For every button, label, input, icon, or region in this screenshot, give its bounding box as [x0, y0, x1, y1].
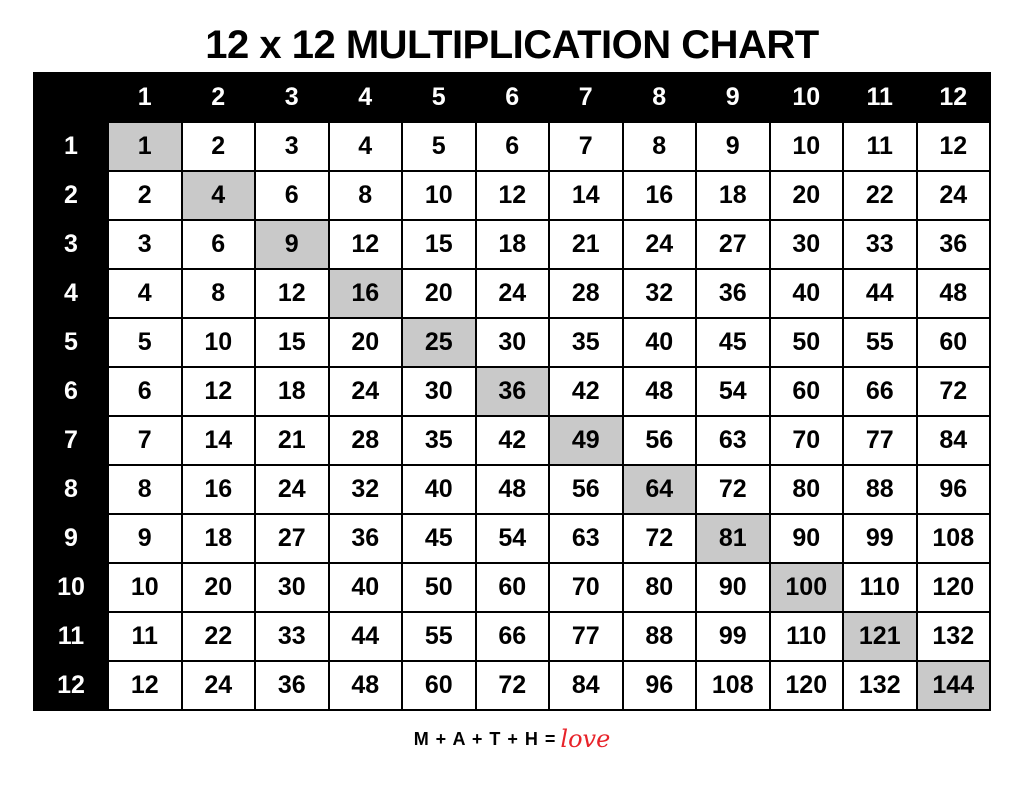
product-cell: 12 — [182, 367, 256, 416]
product-cell-highlighted: 81 — [696, 514, 770, 563]
table-row — [34, 465, 990, 514]
column-header-2: 2 — [182, 73, 256, 122]
product-cell: 36 — [255, 661, 329, 710]
product-cell: 10 — [402, 171, 476, 220]
product-cell: 24 — [476, 269, 550, 318]
product-cell: 40 — [329, 563, 403, 612]
row-header-1: 1 — [34, 122, 108, 171]
product-cell: 50 — [770, 318, 844, 367]
product-cell: 18 — [476, 220, 550, 269]
product-cell: 10 — [108, 563, 182, 612]
product-cell: 42 — [476, 416, 550, 465]
product-cell: 30 — [255, 563, 329, 612]
product-cell: 12 — [476, 171, 550, 220]
product-cell-highlighted: 16 — [329, 269, 403, 318]
product-cell: 90 — [770, 514, 844, 563]
product-cell: 44 — [843, 269, 917, 318]
product-cell: 108 — [696, 661, 770, 710]
product-cell: 24 — [255, 465, 329, 514]
product-cell: 84 — [917, 416, 991, 465]
page-title: 12 x 12 MULTIPLICATION CHART — [205, 23, 819, 67]
product-cell: 80 — [623, 563, 697, 612]
product-cell: 10 — [770, 122, 844, 171]
product-cell: 66 — [476, 612, 550, 661]
product-cell: 108 — [917, 514, 991, 563]
table-row — [34, 514, 990, 563]
product-cell: 120 — [770, 661, 844, 710]
product-cell: 15 — [402, 220, 476, 269]
footer-love-word: love — [560, 725, 611, 753]
product-cell: 132 — [917, 612, 991, 661]
product-cell-highlighted: 100 — [770, 563, 844, 612]
product-cell: 22 — [843, 171, 917, 220]
product-cell: 27 — [255, 514, 329, 563]
product-cell: 60 — [917, 318, 991, 367]
product-cell: 6 — [182, 220, 256, 269]
product-cell: 45 — [696, 318, 770, 367]
table-row — [34, 416, 990, 465]
footer-equation — [0, 725, 1024, 753]
product-cell: 48 — [329, 661, 403, 710]
product-cell: 12 — [108, 661, 182, 710]
product-cell: 20 — [329, 318, 403, 367]
product-cell: 45 — [402, 514, 476, 563]
product-cell: 12 — [329, 220, 403, 269]
product-cell-highlighted: 25 — [402, 318, 476, 367]
product-cell: 40 — [623, 318, 697, 367]
row-header-6: 6 — [34, 367, 108, 416]
product-cell: 56 — [623, 416, 697, 465]
product-cell: 6 — [476, 122, 550, 171]
table-row — [34, 122, 990, 171]
product-cell: 12 — [917, 122, 991, 171]
product-cell: 55 — [402, 612, 476, 661]
product-cell: 70 — [770, 416, 844, 465]
product-cell: 63 — [549, 514, 623, 563]
product-cell: 99 — [696, 612, 770, 661]
table-header — [34, 73, 990, 122]
product-cell: 50 — [402, 563, 476, 612]
product-cell: 10 — [182, 318, 256, 367]
product-cell: 32 — [623, 269, 697, 318]
column-header-3: 3 — [255, 73, 329, 122]
product-cell-highlighted: 36 — [476, 367, 550, 416]
table-row — [34, 220, 990, 269]
product-cell: 21 — [549, 220, 623, 269]
product-cell: 16 — [182, 465, 256, 514]
product-cell: 72 — [476, 661, 550, 710]
product-cell: 110 — [770, 612, 844, 661]
product-cell-highlighted: 144 — [917, 661, 991, 710]
footer-equation-text: M + A + T + H = — [413, 729, 557, 749]
product-cell: 48 — [917, 269, 991, 318]
product-cell: 21 — [255, 416, 329, 465]
product-cell: 28 — [549, 269, 623, 318]
column-header-1: 1 — [108, 73, 182, 122]
product-cell: 30 — [402, 367, 476, 416]
product-cell-highlighted: 64 — [623, 465, 697, 514]
product-cell-highlighted: 49 — [549, 416, 623, 465]
product-cell: 5 — [402, 122, 476, 171]
product-cell: 35 — [402, 416, 476, 465]
product-cell: 80 — [770, 465, 844, 514]
multiplication-table — [33, 72, 991, 711]
row-header-8: 8 — [34, 465, 108, 514]
product-cell: 60 — [770, 367, 844, 416]
product-cell: 55 — [843, 318, 917, 367]
product-cell: 6 — [255, 171, 329, 220]
row-header-11: 11 — [34, 612, 108, 661]
product-cell: 14 — [549, 171, 623, 220]
product-cell: 96 — [623, 661, 697, 710]
product-cell: 14 — [182, 416, 256, 465]
product-cell: 40 — [770, 269, 844, 318]
product-cell: 33 — [843, 220, 917, 269]
product-cell: 48 — [476, 465, 550, 514]
product-cell: 3 — [255, 122, 329, 171]
product-cell: 8 — [329, 171, 403, 220]
product-cell: 5 — [108, 318, 182, 367]
product-cell: 7 — [549, 122, 623, 171]
product-cell: 16 — [623, 171, 697, 220]
product-cell: 18 — [255, 367, 329, 416]
product-cell: 9 — [696, 122, 770, 171]
column-header-12: 12 — [917, 73, 991, 122]
product-cell: 11 — [843, 122, 917, 171]
table-body — [34, 122, 990, 710]
product-cell: 30 — [770, 220, 844, 269]
product-cell: 35 — [549, 318, 623, 367]
product-cell-highlighted: 121 — [843, 612, 917, 661]
product-cell: 11 — [108, 612, 182, 661]
table-row — [34, 171, 990, 220]
product-cell: 2 — [108, 171, 182, 220]
row-header-2: 2 — [34, 171, 108, 220]
product-cell: 72 — [917, 367, 991, 416]
product-cell: 132 — [843, 661, 917, 710]
product-cell: 36 — [696, 269, 770, 318]
product-cell: 88 — [623, 612, 697, 661]
row-header-9: 9 — [34, 514, 108, 563]
column-header-11: 11 — [843, 73, 917, 122]
product-cell: 54 — [476, 514, 550, 563]
product-cell: 30 — [476, 318, 550, 367]
table-row — [34, 269, 990, 318]
column-header-5: 5 — [402, 73, 476, 122]
product-cell: 60 — [402, 661, 476, 710]
product-cell: 20 — [402, 269, 476, 318]
product-cell: 77 — [549, 612, 623, 661]
product-cell: 90 — [696, 563, 770, 612]
product-cell: 27 — [696, 220, 770, 269]
product-cell: 77 — [843, 416, 917, 465]
column-header-8: 8 — [623, 73, 697, 122]
product-cell: 8 — [182, 269, 256, 318]
product-cell-highlighted: 9 — [255, 220, 329, 269]
row-header-7: 7 — [34, 416, 108, 465]
column-header-7: 7 — [549, 73, 623, 122]
product-cell: 99 — [843, 514, 917, 563]
product-cell: 12 — [255, 269, 329, 318]
product-cell: 24 — [329, 367, 403, 416]
table-row — [34, 318, 990, 367]
table-row — [34, 661, 990, 710]
product-cell: 66 — [843, 367, 917, 416]
product-cell: 63 — [696, 416, 770, 465]
product-cell: 28 — [329, 416, 403, 465]
product-cell: 20 — [770, 171, 844, 220]
product-cell: 70 — [549, 563, 623, 612]
column-header-10: 10 — [770, 73, 844, 122]
product-cell: 54 — [696, 367, 770, 416]
product-cell: 4 — [108, 269, 182, 318]
product-cell: 9 — [108, 514, 182, 563]
product-cell-highlighted: 1 — [108, 122, 182, 171]
product-cell: 48 — [623, 367, 697, 416]
product-cell: 6 — [108, 367, 182, 416]
table-corner-cell — [34, 73, 108, 122]
product-cell: 3 — [108, 220, 182, 269]
row-header-3: 3 — [34, 220, 108, 269]
product-cell: 44 — [329, 612, 403, 661]
product-cell: 42 — [549, 367, 623, 416]
row-header-12: 12 — [34, 661, 108, 710]
product-cell: 72 — [696, 465, 770, 514]
product-cell: 8 — [108, 465, 182, 514]
product-cell: 18 — [182, 514, 256, 563]
product-cell: 36 — [917, 220, 991, 269]
product-cell: 24 — [917, 171, 991, 220]
product-cell: 15 — [255, 318, 329, 367]
product-cell: 33 — [255, 612, 329, 661]
product-cell: 24 — [623, 220, 697, 269]
product-cell: 96 — [917, 465, 991, 514]
product-cell: 7 — [108, 416, 182, 465]
product-cell: 110 — [843, 563, 917, 612]
product-cell: 18 — [696, 171, 770, 220]
product-cell: 8 — [623, 122, 697, 171]
product-cell: 84 — [549, 661, 623, 710]
row-header-10: 10 — [34, 563, 108, 612]
header-row — [34, 73, 990, 122]
column-header-9: 9 — [696, 73, 770, 122]
row-header-5: 5 — [34, 318, 108, 367]
product-cell: 36 — [329, 514, 403, 563]
product-cell: 120 — [917, 563, 991, 612]
table-row — [34, 612, 990, 661]
product-cell: 24 — [182, 661, 256, 710]
product-cell: 72 — [623, 514, 697, 563]
product-cell: 60 — [476, 563, 550, 612]
column-header-4: 4 — [329, 73, 403, 122]
product-cell: 22 — [182, 612, 256, 661]
chart-table-container — [33, 72, 991, 711]
row-header-4: 4 — [34, 269, 108, 318]
table-row — [34, 563, 990, 612]
product-cell: 4 — [329, 122, 403, 171]
product-cell: 20 — [182, 563, 256, 612]
product-cell: 2 — [182, 122, 256, 171]
product-cell: 40 — [402, 465, 476, 514]
product-cell-highlighted: 4 — [182, 171, 256, 220]
product-cell: 32 — [329, 465, 403, 514]
product-cell: 88 — [843, 465, 917, 514]
product-cell: 56 — [549, 465, 623, 514]
column-header-6: 6 — [476, 73, 550, 122]
table-row — [34, 367, 990, 416]
